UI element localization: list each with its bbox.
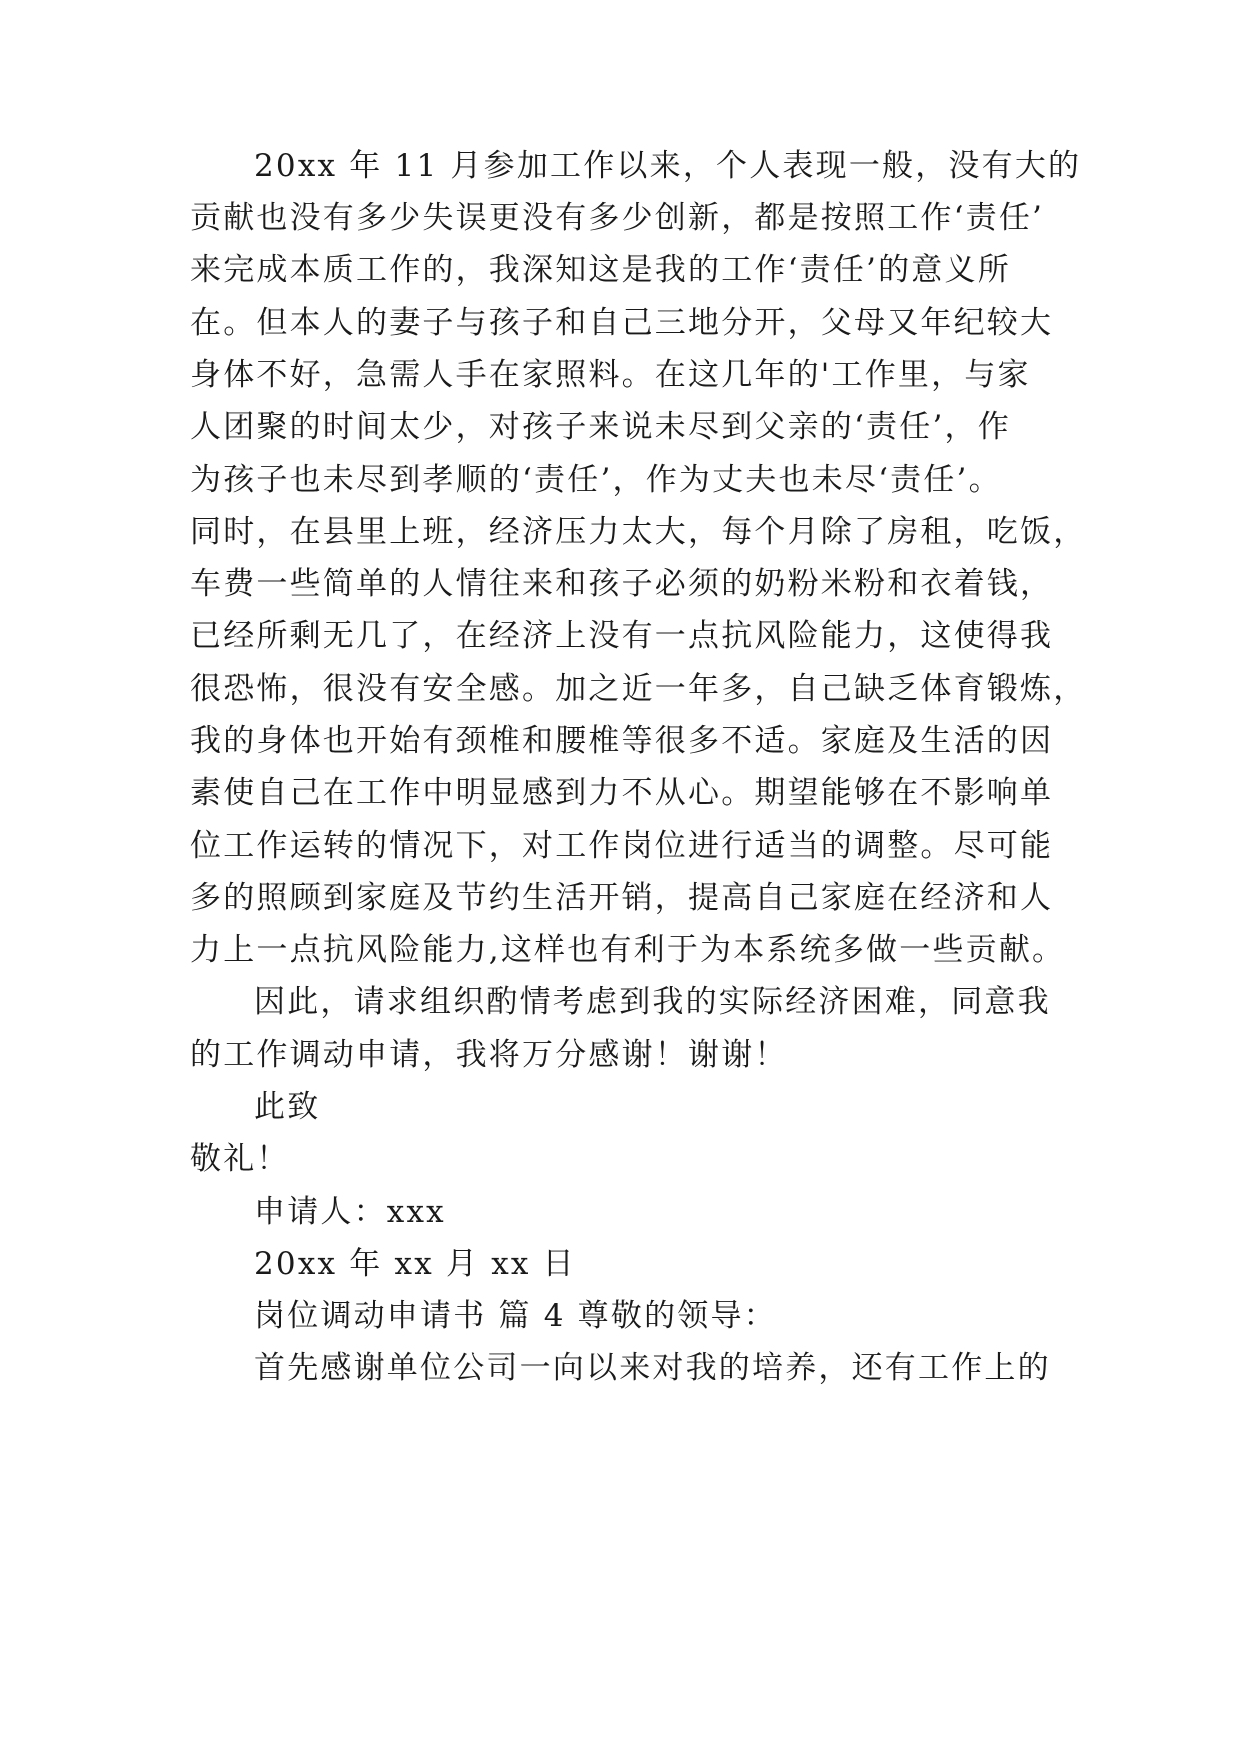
paragraph-line: 贡献也没有多少失误更没有多少创新，都是按照工作‘责任’ [190, 200, 1045, 236]
paragraph-line: 为孩子也未尽到孝顺的‘责任’，作为丈夫也未尽‘责任’。 [190, 462, 1002, 498]
closing-salutation: 此致 [254, 1089, 321, 1125]
paragraph-line: 因此，请求组织酌情考虑到我的实际经济困难，同意我 [254, 984, 1051, 1020]
paragraph-line: 车费一些简单的人情往来和孩子必须的奶粉米粉和衣着钱， [190, 566, 1054, 602]
paragraph-line: 多的照顾到家庭及节约生活开销，提高自己家庭在经济和人 [190, 880, 1054, 916]
date-line: 20xx 年 xx 月 xx 日 [254, 1246, 576, 1282]
paragraph-line: 身体不好，急需人手在家照料。在这几年的'工作里，与家 [190, 357, 1031, 393]
paragraph-line: 同时，在县里上班，经济压力太大，每个月除了房租，吃饭， [190, 514, 1087, 550]
paragraph-line: 力上一点抗风险能力,这样也有利于为本系统多做一些贡献。 [190, 932, 1066, 968]
paragraph-line: 素使自己在工作中明显感到力不从心。期望能够在不影响单 [190, 775, 1054, 811]
paragraph-line: 的工作调动申请，我将万分感谢！谢谢！ [190, 1037, 788, 1073]
paragraph-line: 很恐怖，很没有安全感。加之近一年多，自己缺乏体育锻炼， [190, 671, 1087, 707]
paragraph-line: 已经所剩无几了，在经济上没有一点抗风险能力，这使得我 [190, 618, 1054, 654]
paragraph-line: 在。但本人的妻子与孩子和自己三地分开，父母又年纪较大 [190, 305, 1054, 341]
section-heading: 岗位调动申请书 篇 4 尊敬的领导： [254, 1298, 777, 1334]
paragraph-line: 20xx 年 11 月参加工作以来，个人表现一般，没有大的 [254, 148, 1082, 184]
paragraph-line: 位工作运转的情况下，对工作岗位进行适当的调整。尽可能 [190, 828, 1054, 864]
paragraph-line: 人团聚的时间太少，对孩子来说未尽到父亲的‘责任’，作 [190, 409, 1011, 445]
paragraph-line: 来完成本质工作的，我深知这是我的工作‘责任’的意义所 [190, 252, 1011, 288]
applicant-signature: 申请人：xxx [254, 1194, 446, 1230]
paragraph-line: 我的身体也开始有颈椎和腰椎等很多不适。家庭及生活的因 [190, 723, 1054, 759]
closing-regards: 敬礼！ [190, 1141, 290, 1177]
paragraph-line: 首先感谢单位公司一向以来对我的培养，还有工作上的 [254, 1350, 1051, 1386]
